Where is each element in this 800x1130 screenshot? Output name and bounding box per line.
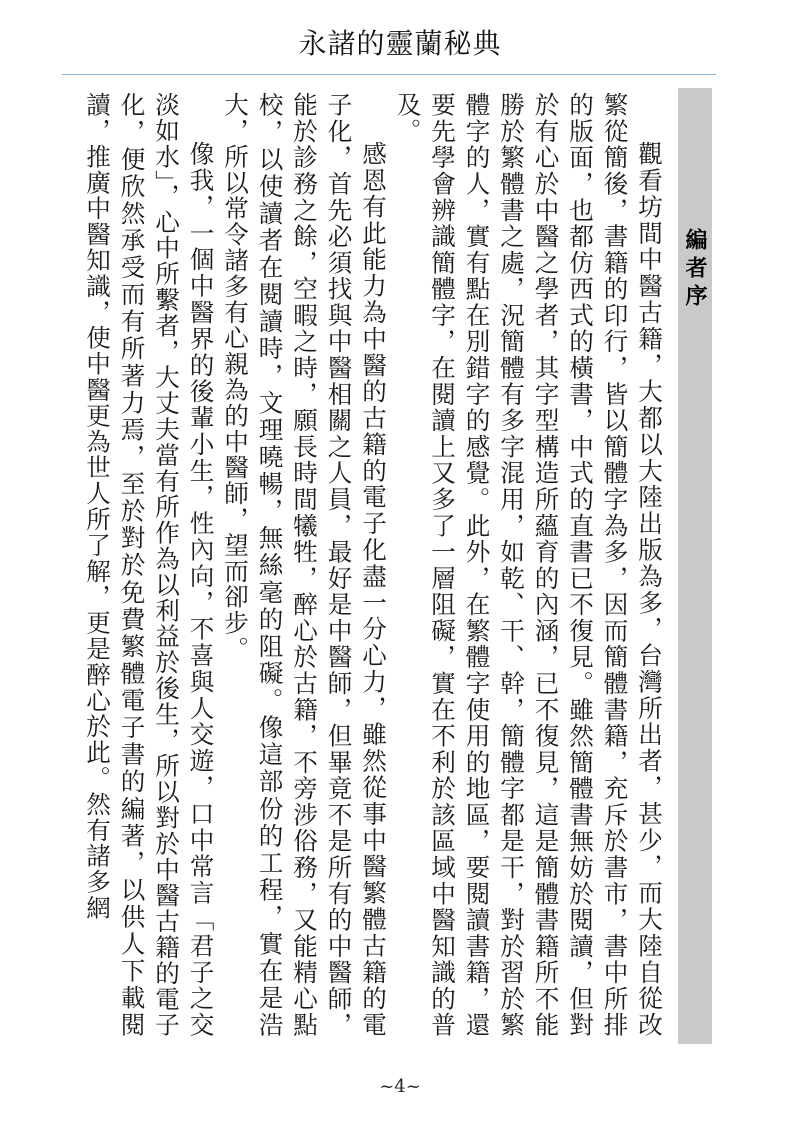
paragraph-2: 感恩有此能力為中醫的古籍的電子化盡一分心力，雖然從事中醫繁體古籍的電子化，首先必須找與中醫相關之人員，最好是中醫師，但畢竟不是所有的中醫師，能於診務之餘，空暇之時，願長時間犧牲，醉心於古籍，不旁涉俗務，又能精心點校，以使讀者在閱讀時，文理曉暢，無絲毫的阻礙。像這部份的工程，實在是浩大，所以常令諸多有心親為的中醫師，望而卻步。 — [221, 92, 388, 1038]
page-header-title: 永諸的靈蘭秘典 — [298, 27, 502, 60]
paragraph-3: 像我，一個中醫界的後輩小生，性內向，不喜與人交遊，口中常言「君子之交淡如水」，心中所繫者，大丈夫當有所作為以利益於後生，所以對於中醫古籍的電子化，便欣然承受而有所著力焉，至於對於免費繁體電子書的編著，以供人下載閱讀，推廣中醫知識，使中醫更為世人所了解，更是醉心於此。然有諸多網 — [83, 92, 216, 1038]
header-divider — [62, 74, 716, 75]
page-number: ~4~ — [379, 1076, 421, 1097]
body-text — [80, 92, 667, 1038]
section-tab — [678, 88, 712, 1044]
section-tab-label: 編者序 — [682, 228, 708, 312]
paragraph-1: 觀看坊間中醫古籍，大都以大陸出版為多，台灣所出者，甚少，而大陸自從改繁從簡後，書籍的印行，皆以簡體字為多，因而簡體書籍，充斥於書市，書中所排的版面，也都仿西式的橫書，中式的直書已不復見。雖然簡體書無妨於閱讀，但對於有心於中醫之學者，其字型構造所蘊育的內涵，已不復見，這是簡體書籍所不能勝於繁體書之處，況簡體有多字混用，如乾、干、幹，簡體字都是干，對於習於繁體字的人，實有點在別錯字的感覺。此外，在繁體字使用的地區，要閱讀書籍，還要先學會辨識簡體字，在閱讀上又多了一層阻礙，實在不利於該區域中醫知識的普及。 — [393, 92, 664, 1038]
